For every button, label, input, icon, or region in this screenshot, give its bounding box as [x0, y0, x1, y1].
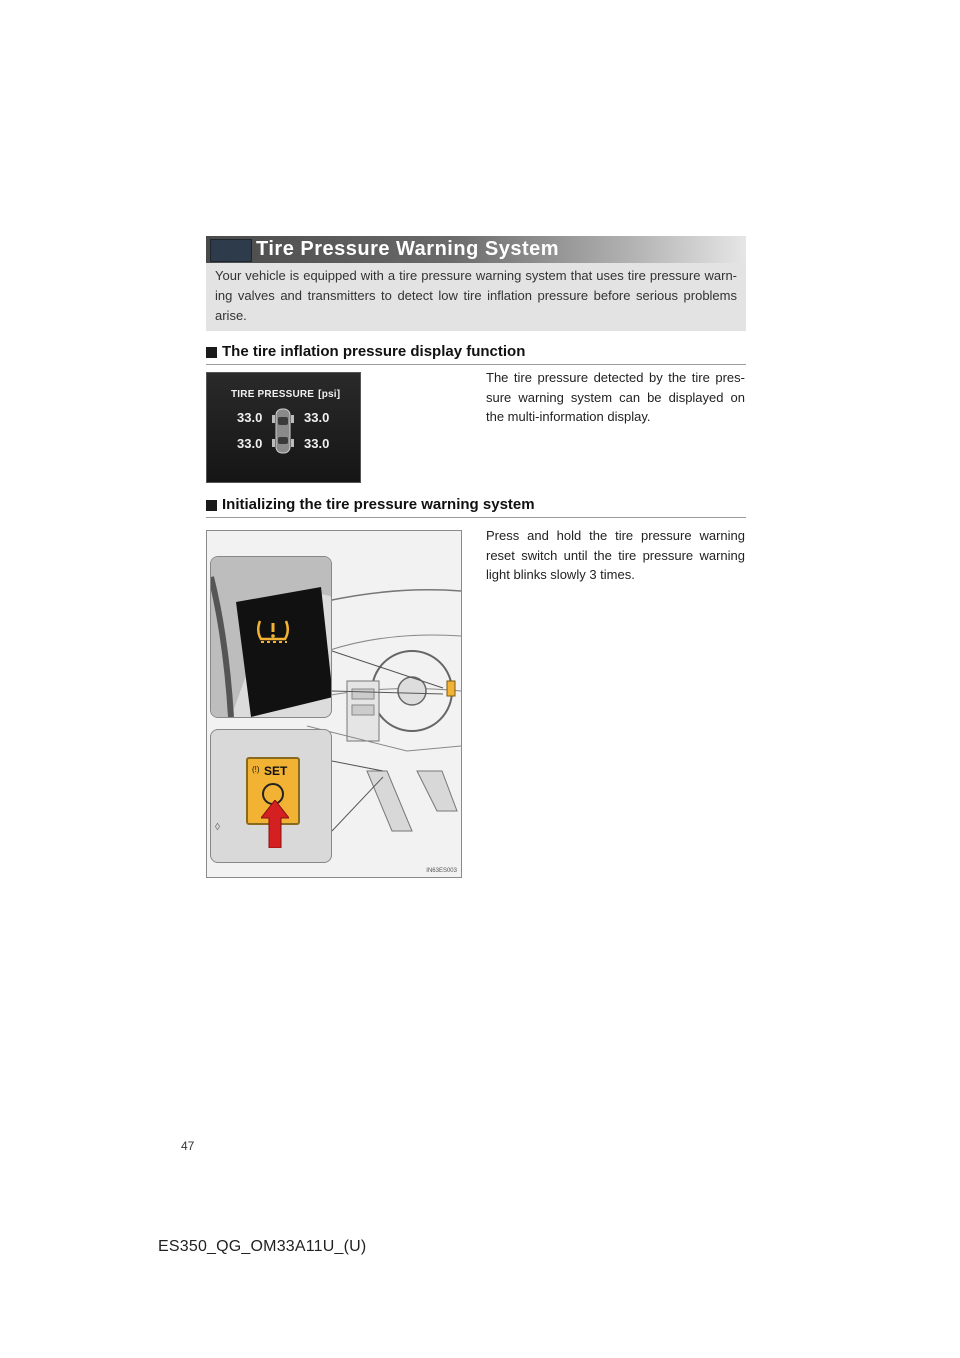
side-clip-icon: ◊ — [215, 822, 220, 833]
tire-pressure-display-image — [206, 372, 361, 483]
subsection-heading-initializing — [206, 495, 746, 518]
press-arrow-icon — [261, 800, 289, 848]
section-title-bar — [206, 236, 746, 263]
subsection-heading-label: Initializing the tire pressure warning system — [222, 496, 535, 513]
reset-switch-illustration — [206, 530, 462, 878]
tire-pressure-front-left: 33.0 — [237, 410, 263, 425]
page-number: 47 — [181, 1139, 195, 1153]
subsection-heading-display-function — [206, 342, 746, 365]
section-thumbnail-icon — [210, 239, 252, 262]
document-code: ES350_QG_OM33A11U_(U) — [158, 1238, 367, 1255]
heading-bullet-icon — [206, 500, 217, 511]
illustration-code: IN63ES003 — [426, 868, 457, 874]
tpms-unit: [psi] — [318, 389, 341, 400]
tpms-display-title: TIRE PRESSURE [psi] — [231, 389, 341, 400]
tire-pressure-front-right: 33.0 — [304, 410, 330, 425]
car-top-view-icon — [272, 407, 294, 455]
display-function-description: The tire pressure detected by the tire pres-sure warning system can be displayed on the multi-information display. — [486, 370, 745, 424]
warning-light-inset — [210, 556, 332, 718]
reset-switch-inset — [210, 729, 332, 863]
tire-pressure-rear-left: 33.0 — [237, 436, 263, 451]
initializing-description: Press and hold the tire pressure warning reset switch until the tire pressure warning light blinks slowly 3 times. — [486, 528, 745, 582]
subsection-heading-label: The tire inflation pressure display function — [222, 343, 526, 360]
heading-bullet-icon — [206, 347, 217, 358]
section-title: Tire Pressure Warning System — [256, 238, 560, 260]
set-label: SET — [264, 764, 288, 778]
tire-pressure-warning-icon — [254, 617, 292, 645]
tire-icon: (!) — [252, 765, 260, 774]
tire-pressure-rear-right: 33.0 — [304, 436, 330, 451]
section-intro: Your vehicle is equipped with a tire pressure warning system that uses tire pressure warn-ing valves and transmitters to detect low tire inflation pressure before serious problems arise. — [206, 263, 746, 331]
